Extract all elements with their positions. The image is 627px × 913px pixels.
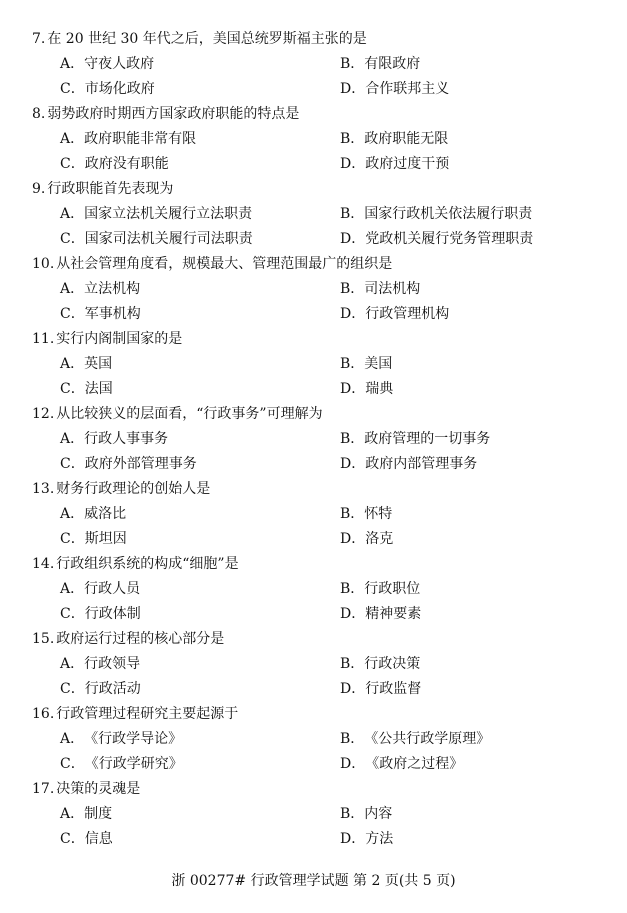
option-letter: B．: [340, 281, 365, 297]
option-letter: C．: [60, 831, 85, 847]
option-text: 行政职位: [364, 581, 421, 597]
question-10-stem: [32, 255, 392, 273]
option-letter: C．: [60, 231, 85, 247]
option-letter: C．: [60, 531, 85, 547]
option-letter: A．: [60, 131, 85, 147]
option-letter: A．: [60, 431, 85, 447]
option-letter: D．: [340, 756, 366, 772]
option-letter: C．: [60, 681, 85, 697]
option-letter: D．: [340, 306, 366, 322]
option-letter: A．: [60, 356, 85, 372]
question-14-option-a[interactable]: [60, 580, 140, 598]
question-number: 11.: [32, 331, 55, 347]
question-15-option-d[interactable]: [340, 680, 421, 698]
question-11-option-c[interactable]: [60, 380, 113, 398]
question-number: 7.: [32, 31, 46, 47]
question-12-option-b[interactable]: [340, 430, 490, 448]
question-17-option-a[interactable]: [60, 805, 112, 823]
question-text: 弱势政府时期西方国家政府职能的特点是: [47, 106, 300, 122]
option-text: 制度: [84, 806, 113, 822]
question-text: 行政组织系统的构成“细胞”是: [56, 556, 239, 572]
option-letter: D．: [340, 156, 366, 172]
option-text: 政府外部管理事务: [84, 456, 197, 472]
question-text: 实行内阁制国家的是: [56, 331, 183, 347]
option-letter: B．: [340, 806, 365, 822]
option-text: 《行政学研究》: [84, 756, 183, 772]
option-text: 政府内部管理事务: [365, 456, 478, 472]
option-letter: B．: [340, 131, 365, 147]
question-14-option-b[interactable]: [340, 580, 420, 598]
question-14-option-d[interactable]: [340, 605, 421, 623]
question-16-option-c[interactable]: [60, 755, 183, 773]
option-text: 政府管理的一切事务: [364, 431, 491, 447]
question-11-option-a[interactable]: [60, 355, 112, 373]
option-text: 行政人员: [84, 581, 141, 597]
option-letter: A．: [60, 581, 85, 597]
question-16-stem: [32, 705, 238, 723]
option-letter: D．: [340, 231, 366, 247]
option-letter: A．: [60, 656, 85, 672]
option-text: 国家立法机关履行立法职责: [84, 206, 253, 222]
option-text: 洛克: [365, 531, 394, 547]
question-7-option-b[interactable]: [340, 55, 420, 73]
option-text: 《政府之过程》: [365, 756, 464, 772]
option-text: 怀特: [364, 506, 393, 522]
option-letter: B．: [340, 56, 365, 72]
option-letter: D．: [340, 606, 366, 622]
question-number: 8.: [32, 106, 46, 122]
option-text: 行政管理机构: [365, 306, 450, 322]
page-footer: 浙 00277# 行政管理学试题 第 2 页(共 5 页): [171, 873, 456, 889]
option-text: 《公共行政学原理》: [364, 731, 491, 747]
option-letter: A．: [60, 506, 85, 522]
option-letter: B．: [340, 206, 365, 222]
question-8-stem: [32, 105, 299, 123]
question-10-option-c[interactable]: [60, 305, 141, 323]
question-17-option-d[interactable]: [340, 830, 393, 848]
question-text: 行政职能首先表现为: [47, 181, 174, 197]
question-text: 财务行政理论的创始人是: [56, 481, 211, 497]
question-15-option-b[interactable]: [340, 655, 420, 673]
option-text: 军事机构: [84, 306, 141, 322]
option-letter: C．: [60, 381, 85, 397]
question-9-option-b[interactable]: [340, 205, 532, 223]
option-text: 合作联邦主义: [365, 81, 450, 97]
question-number: 17.: [32, 781, 55, 797]
question-12-stem: [32, 405, 323, 423]
question-text: 在 20 世纪 30 年代之后，美国总统罗斯福主张的是: [47, 31, 367, 47]
option-letter: D．: [340, 381, 366, 397]
option-text: 《行政学导论》: [84, 731, 183, 747]
option-text: 内容: [364, 806, 393, 822]
option-text: 行政监督: [365, 681, 422, 697]
question-13-option-d[interactable]: [340, 530, 393, 548]
question-10-option-a[interactable]: [60, 280, 140, 298]
option-text: 斯坦因: [84, 531, 127, 547]
question-text: 从比较狭义的层面看，“行政事务”可理解为: [56, 406, 323, 422]
question-text: 决策的灵魂是: [56, 781, 141, 797]
option-letter: B．: [340, 356, 365, 372]
option-text: 政府职能非常有限: [84, 131, 197, 147]
question-16-option-d[interactable]: [340, 755, 463, 773]
option-letter: A．: [60, 806, 85, 822]
option-letter: C．: [60, 756, 85, 772]
option-letter: A．: [60, 731, 85, 747]
question-12-option-c[interactable]: [60, 455, 197, 473]
question-10-option-b[interactable]: [340, 280, 420, 298]
question-8-option-d[interactable]: [340, 155, 449, 173]
option-text: 政府过度干预: [365, 156, 450, 172]
option-letter: D．: [340, 681, 366, 697]
option-letter: C．: [60, 156, 85, 172]
option-letter: D．: [340, 81, 366, 97]
option-letter: C．: [60, 606, 85, 622]
question-number: 12.: [32, 406, 55, 422]
question-8-option-a[interactable]: [60, 130, 196, 148]
question-number: 9.: [32, 181, 46, 197]
question-9-option-a[interactable]: [60, 205, 252, 223]
option-text: 行政人事事务: [84, 431, 169, 447]
question-14-option-c[interactable]: [60, 605, 141, 623]
question-number: 16.: [32, 706, 55, 722]
option-text: 守夜人政府: [84, 56, 155, 72]
question-15-stem: [32, 630, 224, 648]
option-text: 方法: [365, 831, 394, 847]
option-text: 信息: [84, 831, 113, 847]
option-text: 立法机构: [84, 281, 141, 297]
question-number: 10.: [32, 256, 55, 272]
question-text: 行政管理过程研究主要起源于: [56, 706, 239, 722]
option-letter: B．: [340, 581, 365, 597]
option-letter: A．: [60, 206, 85, 222]
option-text: 司法机构: [364, 281, 421, 297]
question-9-stem: [32, 180, 173, 198]
question-text: 从社会管理角度看，规模最大、管理范围最广的组织是: [56, 256, 393, 272]
question-number: 13.: [32, 481, 55, 497]
question-13-stem: [32, 480, 210, 498]
question-7-option-d[interactable]: [340, 80, 449, 98]
question-13-option-b[interactable]: [340, 505, 392, 523]
option-text: 行政体制: [84, 606, 141, 622]
question-16-option-a[interactable]: [60, 730, 182, 748]
option-text: 党政机关履行党务管理职责: [365, 231, 534, 247]
question-7-option-a[interactable]: [60, 55, 154, 73]
option-text: 英国: [84, 356, 113, 372]
question-number: 15.: [32, 631, 55, 647]
question-number: 14.: [32, 556, 55, 572]
question-10-option-d[interactable]: [340, 305, 449, 323]
option-letter: B．: [340, 506, 365, 522]
question-8-option-b[interactable]: [340, 130, 448, 148]
question-15-option-a[interactable]: [60, 655, 140, 673]
question-17-option-c[interactable]: [60, 830, 113, 848]
option-text: 有限政府: [364, 56, 421, 72]
option-text: 瑞典: [365, 381, 394, 397]
option-text: 行政决策: [364, 656, 421, 672]
option-letter: B．: [340, 431, 365, 447]
option-text: 政府职能无限: [364, 131, 449, 147]
question-17-stem: [32, 780, 140, 798]
option-text: 美国: [364, 356, 393, 372]
question-13-option-a[interactable]: [60, 505, 126, 523]
option-letter: C．: [60, 81, 85, 97]
question-11-stem: [32, 330, 182, 348]
question-7-option-c[interactable]: [60, 80, 155, 98]
question-14-stem: [32, 555, 239, 573]
option-letter: C．: [60, 456, 85, 472]
option-letter: B．: [340, 731, 365, 747]
question-12-option-a[interactable]: [60, 430, 168, 448]
question-8-option-c[interactable]: [60, 155, 169, 173]
question-13-option-c[interactable]: [60, 530, 127, 548]
option-text: 精神要素: [365, 606, 422, 622]
question-9-option-c[interactable]: [60, 230, 253, 248]
option-letter: D．: [340, 831, 366, 847]
question-11-option-d[interactable]: [340, 380, 393, 398]
option-letter: D．: [340, 456, 366, 472]
question-17-option-b[interactable]: [340, 805, 392, 823]
option-text: 行政活动: [84, 681, 141, 697]
option-letter: D．: [340, 531, 366, 547]
option-text: 威洛比: [84, 506, 127, 522]
question-12-option-d[interactable]: [340, 455, 477, 473]
question-text: 政府运行过程的核心部分是: [56, 631, 225, 647]
option-text: 法国: [84, 381, 113, 397]
option-text: 市场化政府: [84, 81, 155, 97]
question-16-option-b[interactable]: [340, 730, 490, 748]
option-letter: B．: [340, 656, 365, 672]
option-text: 政府没有职能: [84, 156, 169, 172]
question-15-option-c[interactable]: [60, 680, 141, 698]
option-letter: A．: [60, 281, 85, 297]
option-letter: A．: [60, 56, 85, 72]
question-9-option-d[interactable]: [340, 230, 533, 248]
option-text: 国家司法机关履行司法职责: [84, 231, 253, 247]
option-text: 行政领导: [84, 656, 141, 672]
option-letter: C．: [60, 306, 85, 322]
question-11-option-b[interactable]: [340, 355, 392, 373]
option-text: 国家行政机关依法履行职责: [364, 206, 533, 222]
question-7-stem: [32, 30, 367, 48]
